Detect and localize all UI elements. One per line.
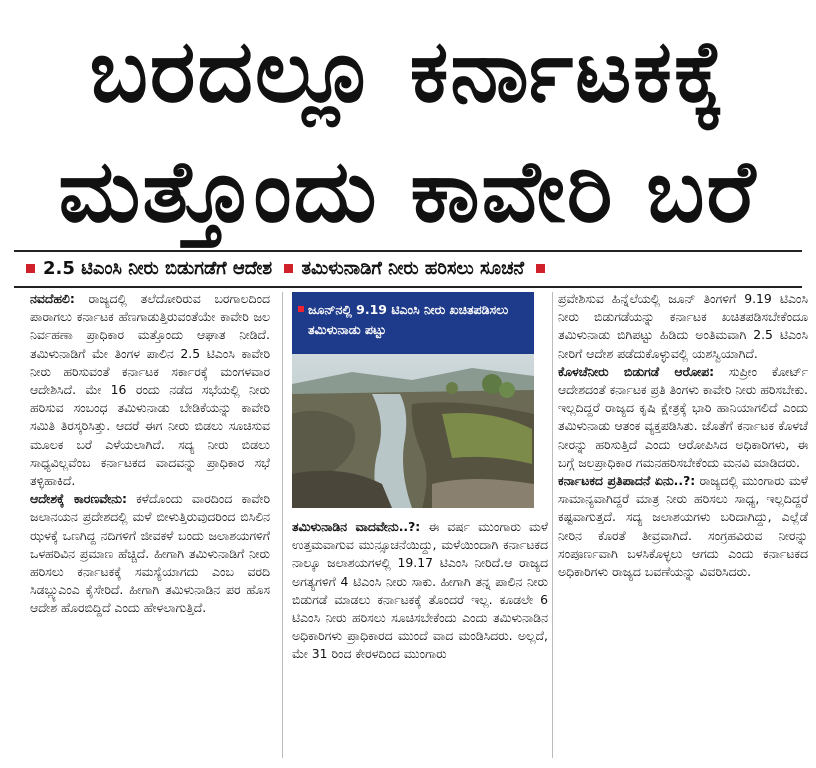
paragraph-4-text: ಪ್ರವೇಶಿಸುವ ಹಿನ್ನೆಲೆಯಲ್ಲಿ ಜೂನ್ ತಿಂಗಳಿಗೆ 9.19 ಟಿಎಂಸಿ ನೀರು ಬಿಡುಗಡೆಯನ್ನು ಕರ್ನಾಟಕ ಖಚಿತಪಡಿಸಬೇಕೆಂದೂ ತಮಿಳುನಾಡು ಬಿಗಿಪಟ್ಟು ಹಿಡಿದು ಅಂತಿಮವಾಗಿ 2.5 ಟಿಎಂಸಿ ನೀರಿಗೆ ಆದೇಶ ಪಡೆದುಕೊಳ್ಳುವಲ್ಲಿ ಯಶಸ್ವಿಯಾಗಿದೆ. xyxy=(558,291,808,361)
paragraph-4 xyxy=(558,290,808,363)
section-heading: ಕೊಳಚೆನೀರು ಬಿಡುಗಡೆ ಆರೋಪ: xyxy=(558,363,715,379)
subhead-1: 2.5 ಟಿಎಂಸಿ ನೀರು ಬಿಡುಗಡೆಗೆ ಆದೇಶ xyxy=(43,258,273,279)
red-square-bullet-icon xyxy=(284,264,293,273)
paragraph-3 xyxy=(292,518,548,664)
divider-bottom xyxy=(14,286,802,288)
headline-line-2: ಮತ್ತೊಂದು ಕಾವೇರಿ ಬರೆ xyxy=(58,142,758,242)
section-heading: ತಮಿಳುನಾಡಿನ ವಾದವೇನು..?: xyxy=(292,519,421,534)
dateline: ನವದೆಹಲಿ: xyxy=(30,291,75,306)
photo-box xyxy=(292,292,534,508)
subhead-2: ತಮಿಳುನಾಡಿಗೆ ನೀರು ಹರಿಸಲು ಸೂಚನೆ xyxy=(301,258,525,279)
paragraph-3-text: ಈ ವರ್ಷ ಮುಂಗಾರು ಮಳೆ ಉತ್ತಮವಾಗುವ ಮುನ್ಸೂಚನೆಯಿದ್ದು, ಮಳೆಯಿಂದಾಗಿ ಕರ್ನಾಟಕದ ನಾಲ್ಕೂ ಜಲಾಶಯಗಳಲ್ಲಿ 19.17 ಟಿಎಂಸಿ ನೀರಿದೆ.ಆ ರಾಜ್ಯದ ಅಗತ್ಯಗಳಿಗೆ 4 ಟಿಎಂಸಿ ನೀರು ಸಾಕು. ಹೀಗಾಗಿ ತನ್ನ ಪಾಲಿನ ನೀರು ಬಿಡುಗಡೆ ಮಾಡಲು ಕರ್ನಾಟಕಕ್ಕೆ ತೊಂದರೆ ಇಲ್ಲ. ಕೂಡಲೇ 6 ಟಿಎಂಸಿ ನೀರು ಹರಿಸಲು ಸೂಚಿಸಬೇಕೆಂದು ಎಂದು ತಮಿಳುನಾಡಿನ ಅಧಿಕಾರಿಗಳು ಪ್ರಾಧಿಕಾರದ ಮುಂದೆ ವಾದ ಮಂಡಿಸಿದರು. ಅಲ್ಲದೆ, ಮೇ 31 ರಿಂದ ಕೇರಳದಿಂದ ಮುಂಗಾರು xyxy=(292,519,549,662)
paragraph-6-text: ರಾಜ್ಯದಲ್ಲಿ ಮುಂಗಾರು ಮಳೆ ಸಾಮಾನ್ಯವಾಗಿದ್ದರೆ ಮಾತ್ರ ನೀರು ಹರಿಸಲು ಸಾಧ್ಯ, ಇಲ್ಲದಿದ್ದರೆ ಕಷ್ಟವಾಗುತ್ತದೆ. ಸದ್ಯ ಜಲಾಶಯಗಳು ಬರಿದಾಗಿದ್ದು, ಎಲ್ಲೆಡೆ ನೀರಿನ ಕೊರತೆ ತೀವ್ರವಾಗಿದೆ. ಸಂಗ್ರಹವಿರುವ ನೀರನ್ನು ಸಂಪೂರ್ಣವಾಗಿ ಬಳಸಿಕೊಳ್ಳಲು ಆಗದು ಎಂದು ಕರ್ನಾಟಕದ ಅಧಿಕಾರಿಗಳು ರಾಜ್ಯದ ಬವಣೆಯನ್ನು ವಿವರಿಸಿದರು. xyxy=(558,473,808,580)
paragraph-6 xyxy=(558,472,808,581)
section-heading: ಕರ್ನಾಟಕದ ಪ್ರತಿಪಾದನೆ ಏನು..?: xyxy=(558,473,696,489)
subheadline xyxy=(20,254,800,284)
red-square-bullet-icon xyxy=(298,306,304,312)
photo-caption xyxy=(292,292,534,354)
section-heading: ಆದೇಶಕ್ಕೆ ಕಾರಣವೇನು: xyxy=(30,491,127,507)
article-column-2 xyxy=(292,518,548,758)
red-square-bullet-icon xyxy=(26,264,35,273)
column-separator xyxy=(282,292,283,758)
article-column-1 xyxy=(30,290,270,760)
photo-caption-text: ಜೂನ್‌ನಲ್ಲಿ 9.19 ಟಿಎಂಸಿ ನೀರು ಖಚಿತಪಡಿಸಲು ತಮಿಳುನಾಡು ಪಟ್ಟು xyxy=(308,302,509,337)
column-separator xyxy=(552,292,553,758)
paragraph-2 xyxy=(30,490,270,617)
paragraph-1-text: ರಾಜ್ಯದಲ್ಲಿ ತಲೆದೋರಿರುವ ಬರಗಾಲದಿಂದ ಪಾರಾಗಲು ಕರ್ನಾಟಕ ಹೆಣಗಾಡುತ್ತಿರುವಂತೆಯೇ ಕಾವೇರಿ ಜಲ ನಿರ್ವಹಣಾ ಪ್ರಾಧಿಕಾರ ಮತ್ತೊಂದು ಆಘಾತ ನೀಡಿದೆ. ತಮಿಳುನಾಡಿಗೆ ಮೇ ತಿಂಗಳ ಪಾಲಿನ 2.5 ಟಿಎಂಸಿ ಕಾವೇರಿ ನೀರು ಹರಿಸುವಂತೆ ಕರ್ನಾಟಕ ಸರ್ಕಾರಕ್ಕೆ ಮಂಗಳವಾರ ಆದೇಶಿಸಿದೆ. ಮೇ 16 ರಂದು ನಡೆದ ಸಭೆಯಲ್ಲಿ ನೀರು ಹರಿಸುವ ಸಂಬಂಧ ತಮಿಳುನಾಡು ಬೇಡಿಕೆಯನ್ನು ಕಾವೇರಿ ಸಮಿತಿ ತಿರಸ್ಕರಿಸಿತ್ತು. ಆದರೆ ಈಗ ನೀರು ಬಿಡಲು ಸೂಚಿಸುವ ಮೂಲಕ ಬರೆ ಎಳೆಯಲಾಗಿದೆ. ಸದ್ಯ ನೀರು ಬಿಡಲು ಸಾಧ್ಯವಿಲ್ಲವೆಂಬ ಕರ್ನಾಟಕದ ವಾದವನ್ನು ಪ್ರಾಧಿಕಾರ ಸಭೆ ತಳ್ಳಿಹಾಕಿದೆ. xyxy=(30,291,270,489)
paragraph-2-text: ಕಳೆದೊಂದು ವಾರದಿಂದ ಕಾವೇರಿ ಜಲಾನಯನ ಪ್ರದೇಶದಲ್ಲಿ ಮಳೆ ಬೀಳುತ್ತಿರುವುದರಿಂದ ಬಿಸಿಲಿನ ಝಳಕ್ಕೆ ಒಣಗಿದ್ದ ನದಿಗಳಿಗೆ ಜೀವಕಳೆ ಬಂದು ಜಲಾಶಯಗಳಿಗೆ ಒಳಹರಿವಿನ ಪ್ರಮಾಣ ಹೆಚ್ಚಿದೆ. ಹೀಗಾಗಿ ತಮಿಳುನಾಡಿಗೆ ನೀರು ಹರಿಸಲು ಕರ್ನಾಟಕಕ್ಕೆ ಸಮಸ್ಯೆಯಾಗದು ಎಂಬ ವರದಿ ಸಿಡಬ್ಲ್ಯುಎಂಎ ಕೈಸೇರಿದೆ. ಹೀಗಾಗಿ ತಮಿಳುನಾಡಿನ ಪರ ಹೊಸ ಆದೇಶ ಹೊರಬಿದ್ದಿದೆ ಎಂದು ಹೇಳಲಾಗುತ್ತಿದೆ. xyxy=(30,491,270,616)
paragraph-1 xyxy=(30,290,270,490)
headline-line-1: ಬರದಲ್ಲೂ ಕರ್ನಾಟಕಕ್ಕೆ xyxy=(89,22,727,122)
river-gorge-photo xyxy=(292,354,534,508)
divider-top xyxy=(14,250,802,252)
paragraph-5-text: ಸುಪ್ರೀಂ ಕೋರ್ಟ್ ಆದೇಶದಂತೆ ಕರ್ನಾಟಕ ಪ್ರತಿ ತಿಂಗಳು ಕಾವೇರಿ ನೀರು ಹರಿಸಬೇಕು. ಇಲ್ಲದಿದ್ದರೆ ರಾಜ್ಯದ ಕೃಷಿ ಕ್ಷೇತ್ರಕ್ಕೆ ಭಾರಿ ಹಾನಿಯಾಗಲಿದೆ ಎಂದು ತಮಿಳುನಾಡು ಆತಂಕ ವ್ಯಕ್ತಪಡಿಸಿತು. ಜೊತೆಗೆ ಕರ್ನಾಟಕ ಕೊಳಚೆ ನೀರನ್ನು ಹರಿಸುತ್ತಿದೆ ಎಂದು ಆರೋಪಿಸಿದ ಅಧಿಕಾರಿಗಳು, ಈ ಬಗ್ಗೆ ಜಲಪ್ರಾಧಿಕಾರ ಗಮನಹರಿಸಬೇಕೆಂದು ಮನವಿ ಮಾಡಿದರು. xyxy=(558,363,808,470)
article-column-3 xyxy=(558,290,808,760)
paragraph-5 xyxy=(558,363,808,472)
red-square-bullet-icon xyxy=(536,264,545,273)
